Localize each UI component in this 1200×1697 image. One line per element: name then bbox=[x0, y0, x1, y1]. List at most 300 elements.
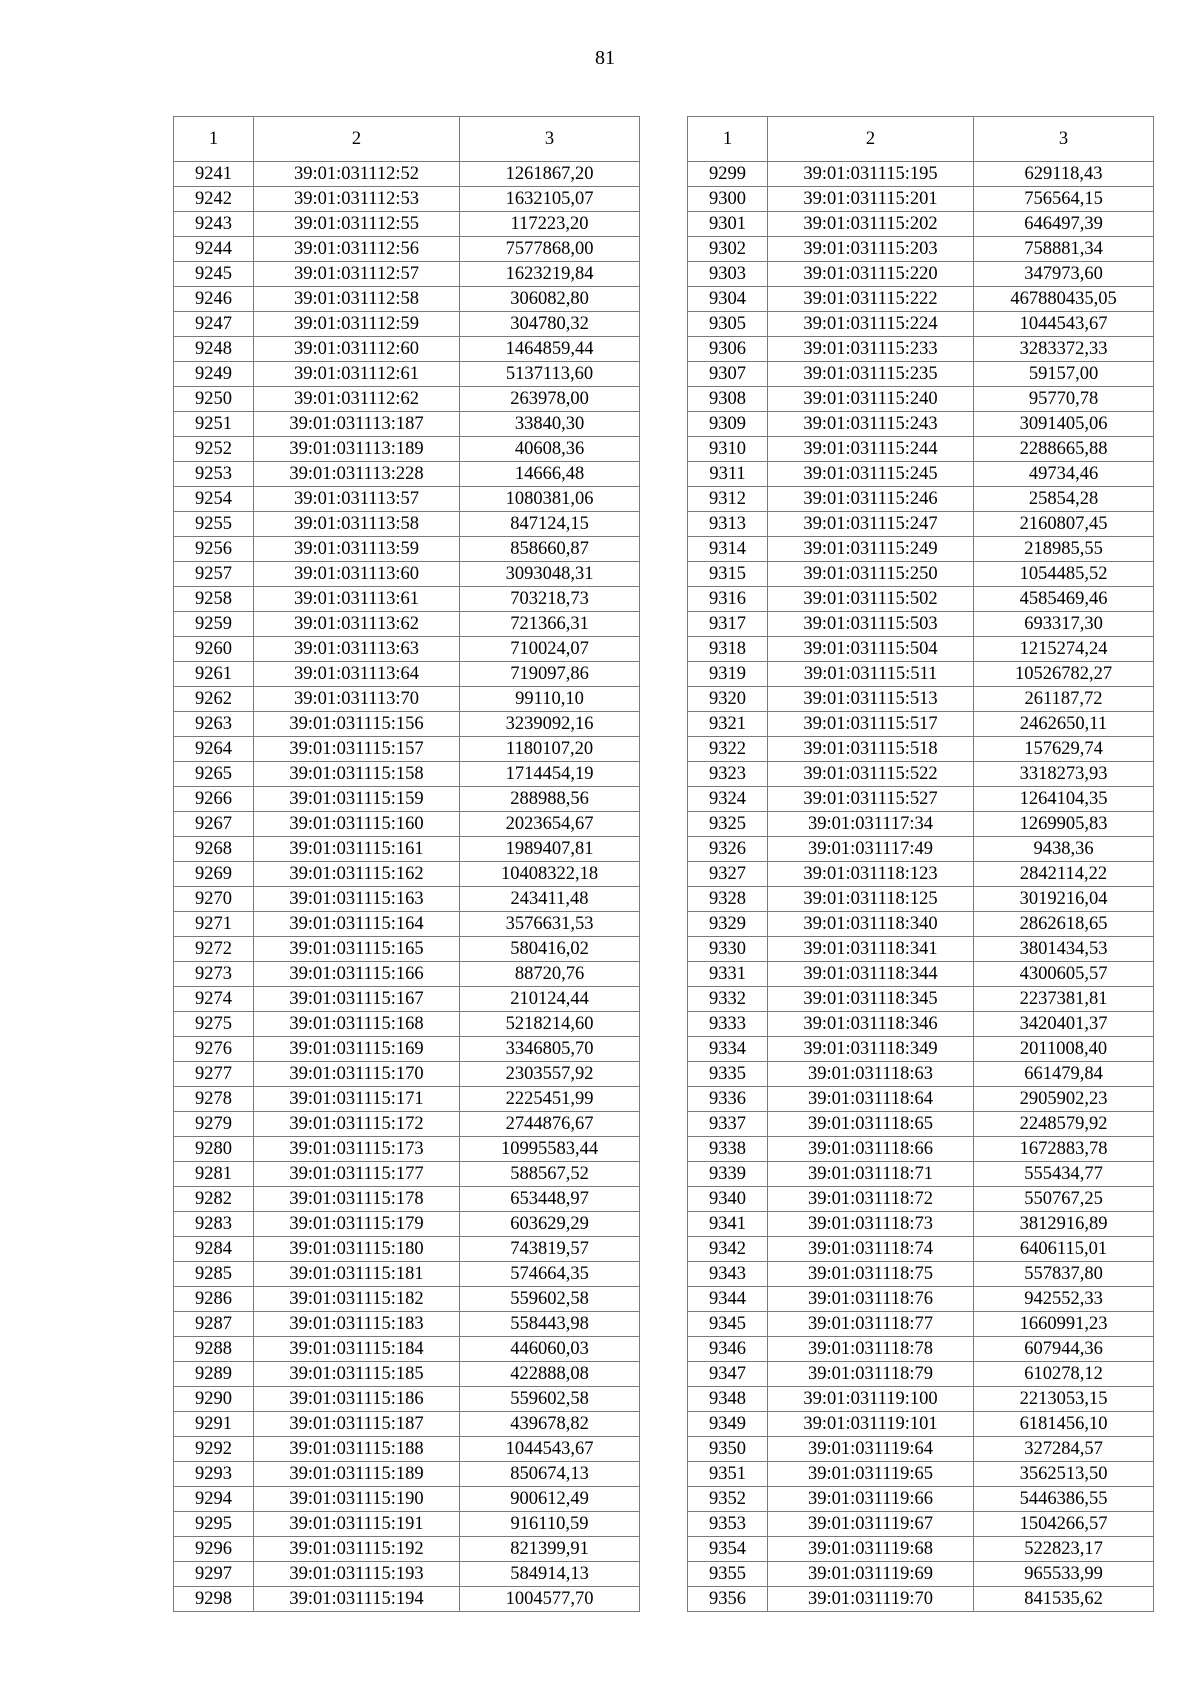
table-row bbox=[688, 387, 1154, 412]
value-cell: 2011008,40 bbox=[974, 1037, 1154, 1062]
row-number-cell: 9278 bbox=[174, 1087, 254, 1112]
cadastral-number-cell: 39:01:031112:62 bbox=[254, 387, 460, 412]
cadastral-number-cell: 39:01:031115:203 bbox=[768, 237, 974, 262]
row-number-cell: 9315 bbox=[688, 562, 768, 587]
cadastral-number-cell: 39:01:031119:69 bbox=[768, 1562, 974, 1587]
table-row bbox=[688, 1012, 1154, 1037]
row-number-cell: 9346 bbox=[688, 1337, 768, 1362]
cadastral-number-cell: 39:01:031115:168 bbox=[254, 1012, 460, 1037]
value-cell: 3239092,16 bbox=[460, 712, 640, 737]
value-cell: 841535,62 bbox=[974, 1587, 1154, 1612]
table-row bbox=[174, 837, 640, 862]
cadastral-number-cell: 39:01:031118:125 bbox=[768, 887, 974, 912]
cadastral-number-cell: 39:01:031115:518 bbox=[768, 737, 974, 762]
row-number-cell: 9287 bbox=[174, 1312, 254, 1337]
row-number-cell: 9307 bbox=[688, 362, 768, 387]
value-cell: 288988,56 bbox=[460, 787, 640, 812]
value-cell: 629118,43 bbox=[974, 162, 1154, 187]
table-row bbox=[174, 1262, 640, 1287]
cadastral-number-cell: 39:01:031113:60 bbox=[254, 562, 460, 587]
table-row bbox=[174, 362, 640, 387]
value-cell: 1044543,67 bbox=[974, 312, 1154, 337]
value-cell: 942552,33 bbox=[974, 1287, 1154, 1312]
cadastral-number-cell: 39:01:031115:222 bbox=[768, 287, 974, 312]
cadastral-number-cell: 39:01:031115:240 bbox=[768, 387, 974, 412]
row-number-cell: 9333 bbox=[688, 1012, 768, 1037]
row-number-cell: 9274 bbox=[174, 987, 254, 1012]
row-number-cell: 9271 bbox=[174, 912, 254, 937]
table-row bbox=[688, 1487, 1154, 1512]
table-left bbox=[173, 116, 640, 1612]
cadastral-number-cell: 39:01:031113:59 bbox=[254, 537, 460, 562]
table-row bbox=[688, 1337, 1154, 1362]
row-number-cell: 9252 bbox=[174, 437, 254, 462]
table-row bbox=[174, 1387, 640, 1412]
cadastral-number-cell: 39:01:031113:58 bbox=[254, 512, 460, 537]
table-row bbox=[688, 737, 1154, 762]
table-row bbox=[688, 587, 1154, 612]
table-row bbox=[688, 1512, 1154, 1537]
cadastral-number-cell: 39:01:031115:195 bbox=[768, 162, 974, 187]
cadastral-number-cell: 39:01:031115:503 bbox=[768, 612, 974, 637]
value-cell: 2462650,11 bbox=[974, 712, 1154, 737]
row-number-cell: 9263 bbox=[174, 712, 254, 737]
value-cell: 9438,36 bbox=[974, 837, 1154, 862]
value-cell: 1660991,23 bbox=[974, 1312, 1154, 1337]
value-cell: 2237381,81 bbox=[974, 987, 1154, 1012]
cadastral-number-cell: 39:01:031115:224 bbox=[768, 312, 974, 337]
cadastral-number-cell: 39:01:031115:220 bbox=[768, 262, 974, 287]
row-number-cell: 9259 bbox=[174, 612, 254, 637]
cadastral-number-cell: 39:01:031118:74 bbox=[768, 1237, 974, 1262]
value-cell: 210124,44 bbox=[460, 987, 640, 1012]
row-number-cell: 9261 bbox=[174, 662, 254, 687]
value-cell: 6406115,01 bbox=[974, 1237, 1154, 1262]
table-row bbox=[174, 1437, 640, 1462]
cadastral-number-cell: 39:01:031115:202 bbox=[768, 212, 974, 237]
value-cell: 263978,00 bbox=[460, 387, 640, 412]
value-cell: 550767,25 bbox=[974, 1187, 1154, 1212]
table-row bbox=[688, 987, 1154, 1012]
row-number-cell: 9244 bbox=[174, 237, 254, 262]
table-row bbox=[174, 1237, 640, 1262]
column-header: 1 bbox=[174, 117, 254, 162]
table-row bbox=[688, 537, 1154, 562]
value-cell: 1989407,81 bbox=[460, 837, 640, 862]
value-cell: 710024,07 bbox=[460, 637, 640, 662]
cadastral-number-cell: 39:01:031115:250 bbox=[768, 562, 974, 587]
table-row bbox=[688, 412, 1154, 437]
table-row bbox=[688, 1262, 1154, 1287]
row-number-cell: 9267 bbox=[174, 812, 254, 837]
table-row bbox=[688, 1412, 1154, 1437]
row-number-cell: 9249 bbox=[174, 362, 254, 387]
table-row bbox=[688, 1087, 1154, 1112]
value-cell: 59157,00 bbox=[974, 362, 1154, 387]
table-row bbox=[174, 512, 640, 537]
value-cell: 306082,80 bbox=[460, 287, 640, 312]
cadastral-number-cell: 39:01:031115:522 bbox=[768, 762, 974, 787]
table-row bbox=[174, 937, 640, 962]
table-row bbox=[688, 1462, 1154, 1487]
row-number-cell: 9286 bbox=[174, 1287, 254, 1312]
value-cell: 900612,49 bbox=[460, 1487, 640, 1512]
table-row bbox=[174, 1162, 640, 1187]
value-cell: 607944,36 bbox=[974, 1337, 1154, 1362]
cadastral-number-cell: 39:01:031118:345 bbox=[768, 987, 974, 1012]
table-row bbox=[174, 1212, 640, 1237]
value-cell: 5137113,60 bbox=[460, 362, 640, 387]
table-row bbox=[174, 712, 640, 737]
row-number-cell: 9304 bbox=[688, 287, 768, 312]
cadastral-number-cell: 39:01:031119:64 bbox=[768, 1437, 974, 1462]
table-row bbox=[174, 1087, 640, 1112]
table-row bbox=[174, 1187, 640, 1212]
row-number-cell: 9322 bbox=[688, 737, 768, 762]
row-number-cell: 9343 bbox=[688, 1262, 768, 1287]
value-cell: 3420401,37 bbox=[974, 1012, 1154, 1037]
cadastral-number-cell: 39:01:031115:192 bbox=[254, 1537, 460, 1562]
value-cell: 7577868,00 bbox=[460, 237, 640, 262]
cadastral-number-cell: 39:01:031115:160 bbox=[254, 812, 460, 837]
cadastral-number-cell: 39:01:031119:66 bbox=[768, 1487, 974, 1512]
row-number-cell: 9273 bbox=[174, 962, 254, 987]
cadastral-number-cell: 39:01:031112:61 bbox=[254, 362, 460, 387]
row-number-cell: 9241 bbox=[174, 162, 254, 187]
cadastral-number-cell: 39:01:031118:71 bbox=[768, 1162, 974, 1187]
value-cell: 693317,30 bbox=[974, 612, 1154, 637]
table-row bbox=[174, 237, 640, 262]
table-row bbox=[174, 1112, 640, 1137]
row-number-cell: 9310 bbox=[688, 437, 768, 462]
row-number-cell: 9341 bbox=[688, 1212, 768, 1237]
value-cell: 1714454,19 bbox=[460, 762, 640, 787]
value-cell: 10526782,27 bbox=[974, 662, 1154, 687]
table-row bbox=[174, 462, 640, 487]
table-row bbox=[688, 1437, 1154, 1462]
cadastral-number-cell: 39:01:031118:66 bbox=[768, 1137, 974, 1162]
table-row bbox=[174, 212, 640, 237]
row-number-cell: 9282 bbox=[174, 1187, 254, 1212]
table-row bbox=[174, 1587, 640, 1612]
value-cell: 2862618,65 bbox=[974, 912, 1154, 937]
value-cell: 580416,02 bbox=[460, 937, 640, 962]
value-cell: 2160807,45 bbox=[974, 512, 1154, 537]
cadastral-number-cell: 39:01:031115:171 bbox=[254, 1087, 460, 1112]
table-row bbox=[174, 787, 640, 812]
cadastral-number-cell: 39:01:031115:180 bbox=[254, 1237, 460, 1262]
value-cell: 25854,28 bbox=[974, 487, 1154, 512]
value-cell: 3318273,93 bbox=[974, 762, 1154, 787]
value-cell: 2303557,92 bbox=[460, 1062, 640, 1087]
cadastral-number-cell: 39:01:031112:59 bbox=[254, 312, 460, 337]
cadastral-number-cell: 39:01:031113:61 bbox=[254, 587, 460, 612]
value-cell: 3093048,31 bbox=[460, 562, 640, 587]
cadastral-number-cell: 39:01:031118:344 bbox=[768, 962, 974, 987]
value-cell: 756564,15 bbox=[974, 187, 1154, 212]
row-number-cell: 9293 bbox=[174, 1462, 254, 1487]
table-row bbox=[174, 562, 640, 587]
row-number-cell: 9298 bbox=[174, 1587, 254, 1612]
table-row bbox=[688, 1537, 1154, 1562]
row-number-cell: 9255 bbox=[174, 512, 254, 537]
table-row bbox=[174, 1012, 640, 1037]
table-row bbox=[174, 1137, 640, 1162]
value-cell: 422888,08 bbox=[460, 1362, 640, 1387]
value-cell: 661479,84 bbox=[974, 1062, 1154, 1087]
row-number-cell: 9335 bbox=[688, 1062, 768, 1087]
table-row bbox=[688, 1037, 1154, 1062]
cadastral-number-cell: 39:01:031118:73 bbox=[768, 1212, 974, 1237]
table-row bbox=[174, 162, 640, 187]
value-cell: 261187,72 bbox=[974, 687, 1154, 712]
table-row bbox=[174, 1487, 640, 1512]
cadastral-number-cell: 39:01:031115:194 bbox=[254, 1587, 460, 1612]
row-number-cell: 9272 bbox=[174, 937, 254, 962]
table-row bbox=[688, 1287, 1154, 1312]
value-cell: 557837,80 bbox=[974, 1262, 1154, 1287]
value-cell: 95770,78 bbox=[974, 387, 1154, 412]
row-number-cell: 9305 bbox=[688, 312, 768, 337]
table-row bbox=[688, 762, 1154, 787]
table-row bbox=[174, 1287, 640, 1312]
row-number-cell: 9320 bbox=[688, 687, 768, 712]
table-row bbox=[174, 287, 640, 312]
row-number-cell: 9291 bbox=[174, 1412, 254, 1437]
table-row bbox=[174, 587, 640, 612]
table-row bbox=[174, 737, 640, 762]
value-cell: 603629,29 bbox=[460, 1212, 640, 1237]
table-row bbox=[174, 1512, 640, 1537]
row-number-cell: 9281 bbox=[174, 1162, 254, 1187]
value-cell: 1264104,35 bbox=[974, 787, 1154, 812]
value-cell: 1054485,52 bbox=[974, 562, 1154, 587]
value-cell: 1269905,83 bbox=[974, 812, 1154, 837]
row-number-cell: 9297 bbox=[174, 1562, 254, 1587]
cadastral-number-cell: 39:01:031115:159 bbox=[254, 787, 460, 812]
cadastral-number-cell: 39:01:031113:228 bbox=[254, 462, 460, 487]
row-number-cell: 9268 bbox=[174, 837, 254, 862]
row-number-cell: 9292 bbox=[174, 1437, 254, 1462]
value-cell: 347973,60 bbox=[974, 262, 1154, 287]
row-number-cell: 9266 bbox=[174, 787, 254, 812]
value-cell: 821399,91 bbox=[460, 1537, 640, 1562]
value-cell: 916110,59 bbox=[460, 1512, 640, 1537]
cadastral-number-cell: 39:01:031118:77 bbox=[768, 1312, 974, 1337]
row-number-cell: 9325 bbox=[688, 812, 768, 837]
value-cell: 858660,87 bbox=[460, 537, 640, 562]
table-row bbox=[688, 312, 1154, 337]
table-row bbox=[688, 237, 1154, 262]
row-number-cell: 9245 bbox=[174, 262, 254, 287]
row-number-cell: 9326 bbox=[688, 837, 768, 862]
table-row bbox=[174, 637, 640, 662]
cadastral-number-cell: 39:01:031115:189 bbox=[254, 1462, 460, 1487]
table-row bbox=[174, 987, 640, 1012]
table-row bbox=[174, 1037, 640, 1062]
row-number-cell: 9313 bbox=[688, 512, 768, 537]
table-row bbox=[174, 1537, 640, 1562]
row-number-cell: 9247 bbox=[174, 312, 254, 337]
value-cell: 3812916,89 bbox=[974, 1212, 1154, 1237]
value-cell: 439678,82 bbox=[460, 1412, 640, 1437]
value-cell: 99110,10 bbox=[460, 687, 640, 712]
row-number-cell: 9351 bbox=[688, 1462, 768, 1487]
column-header: 2 bbox=[254, 117, 460, 162]
row-number-cell: 9275 bbox=[174, 1012, 254, 1037]
row-number-cell: 9338 bbox=[688, 1137, 768, 1162]
value-cell: 3576631,53 bbox=[460, 912, 640, 937]
row-number-cell: 9285 bbox=[174, 1262, 254, 1287]
cadastral-number-cell: 39:01:031118:341 bbox=[768, 937, 974, 962]
cadastral-number-cell: 39:01:031115:502 bbox=[768, 587, 974, 612]
table-row bbox=[174, 1062, 640, 1087]
row-number-cell: 9279 bbox=[174, 1112, 254, 1137]
cadastral-number-cell: 39:01:031112:55 bbox=[254, 212, 460, 237]
table-row bbox=[688, 1212, 1154, 1237]
row-number-cell: 9321 bbox=[688, 712, 768, 737]
table-row bbox=[688, 1387, 1154, 1412]
column-header: 3 bbox=[460, 117, 640, 162]
cadastral-number-cell: 39:01:031113:62 bbox=[254, 612, 460, 637]
row-number-cell: 9303 bbox=[688, 262, 768, 287]
value-cell: 304780,32 bbox=[460, 312, 640, 337]
table-row bbox=[174, 412, 640, 437]
table-row bbox=[688, 662, 1154, 687]
table-row bbox=[688, 212, 1154, 237]
row-number-cell: 9253 bbox=[174, 462, 254, 487]
cadastral-number-cell: 39:01:031115:513 bbox=[768, 687, 974, 712]
value-cell: 721366,31 bbox=[460, 612, 640, 637]
table-row bbox=[174, 687, 640, 712]
table-row bbox=[688, 1112, 1154, 1137]
table-row bbox=[174, 812, 640, 837]
table-row bbox=[174, 662, 640, 687]
value-cell: 584914,13 bbox=[460, 1562, 640, 1587]
cadastral-number-cell: 39:01:031119:70 bbox=[768, 1587, 974, 1612]
row-number-cell: 9317 bbox=[688, 612, 768, 637]
value-cell: 522823,17 bbox=[974, 1537, 1154, 1562]
cadastral-number-cell: 39:01:031115:156 bbox=[254, 712, 460, 737]
cadastral-number-cell: 39:01:031115:249 bbox=[768, 537, 974, 562]
row-number-cell: 9280 bbox=[174, 1137, 254, 1162]
cadastral-number-cell: 39:01:031118:76 bbox=[768, 1287, 974, 1312]
table-row bbox=[688, 1187, 1154, 1212]
value-cell: 4300605,57 bbox=[974, 962, 1154, 987]
row-number-cell: 9270 bbox=[174, 887, 254, 912]
value-cell: 3019216,04 bbox=[974, 887, 1154, 912]
cadastral-number-cell: 39:01:031118:72 bbox=[768, 1187, 974, 1212]
row-number-cell: 9299 bbox=[688, 162, 768, 187]
cadastral-number-cell: 39:01:031119:101 bbox=[768, 1412, 974, 1437]
cadastral-number-cell: 39:01:031118:79 bbox=[768, 1362, 974, 1387]
table-row bbox=[174, 487, 640, 512]
value-cell: 3283372,33 bbox=[974, 337, 1154, 362]
row-number-cell: 9243 bbox=[174, 212, 254, 237]
cadastral-number-cell: 39:01:031115:167 bbox=[254, 987, 460, 1012]
cadastral-number-cell: 39:01:031118:123 bbox=[768, 862, 974, 887]
cadastral-number-cell: 39:01:031115:504 bbox=[768, 637, 974, 662]
value-cell: 3801434,53 bbox=[974, 937, 1154, 962]
value-cell: 88720,76 bbox=[460, 962, 640, 987]
row-number-cell: 9283 bbox=[174, 1212, 254, 1237]
table-row bbox=[688, 337, 1154, 362]
table-right bbox=[687, 116, 1154, 1612]
row-number-cell: 9329 bbox=[688, 912, 768, 937]
cadastral-number-cell: 39:01:031112:58 bbox=[254, 287, 460, 312]
table-row bbox=[688, 262, 1154, 287]
table-row bbox=[688, 812, 1154, 837]
cadastral-number-cell: 39:01:031113:64 bbox=[254, 662, 460, 687]
table-row bbox=[174, 862, 640, 887]
row-number-cell: 9302 bbox=[688, 237, 768, 262]
row-number-cell: 9300 bbox=[688, 187, 768, 212]
cadastral-number-cell: 39:01:031119:100 bbox=[768, 1387, 974, 1412]
row-number-cell: 9336 bbox=[688, 1087, 768, 1112]
value-cell: 2213053,15 bbox=[974, 1387, 1154, 1412]
page-number: 81 bbox=[595, 47, 615, 69]
table-row bbox=[688, 562, 1154, 587]
cadastral-number-cell: 39:01:031118:75 bbox=[768, 1262, 974, 1287]
value-cell: 1504266,57 bbox=[974, 1512, 1154, 1537]
row-number-cell: 9318 bbox=[688, 637, 768, 662]
table-row bbox=[688, 862, 1154, 887]
column-header: 1 bbox=[688, 117, 768, 162]
cadastral-number-cell: 39:01:031115:233 bbox=[768, 337, 974, 362]
value-cell: 719097,86 bbox=[460, 662, 640, 687]
value-cell: 446060,03 bbox=[460, 1337, 640, 1362]
table-row bbox=[174, 962, 640, 987]
table-row bbox=[174, 537, 640, 562]
table-row bbox=[688, 437, 1154, 462]
cadastral-number-cell: 39:01:031119:68 bbox=[768, 1537, 974, 1562]
value-cell: 2288665,88 bbox=[974, 437, 1154, 462]
row-number-cell: 9314 bbox=[688, 537, 768, 562]
value-cell: 646497,39 bbox=[974, 212, 1154, 237]
cadastral-number-cell: 39:01:031113:63 bbox=[254, 637, 460, 662]
value-cell: 3562513,50 bbox=[974, 1462, 1154, 1487]
value-cell: 2248579,92 bbox=[974, 1112, 1154, 1137]
row-number-cell: 9256 bbox=[174, 537, 254, 562]
row-number-cell: 9289 bbox=[174, 1362, 254, 1387]
cadastral-number-cell: 39:01:031113:57 bbox=[254, 487, 460, 512]
value-cell: 4585469,46 bbox=[974, 587, 1154, 612]
cadastral-number-cell: 39:01:031115:247 bbox=[768, 512, 974, 537]
value-cell: 559602,58 bbox=[460, 1287, 640, 1312]
value-cell: 2905902,23 bbox=[974, 1087, 1154, 1112]
row-number-cell: 9269 bbox=[174, 862, 254, 887]
row-number-cell: 9248 bbox=[174, 337, 254, 362]
value-cell: 555434,77 bbox=[974, 1162, 1154, 1187]
table-row bbox=[174, 312, 640, 337]
row-number-cell: 9294 bbox=[174, 1487, 254, 1512]
cadastral-number-cell: 39:01:031115:162 bbox=[254, 862, 460, 887]
table-row bbox=[174, 1412, 640, 1437]
table-row bbox=[174, 262, 640, 287]
row-number-cell: 9284 bbox=[174, 1237, 254, 1262]
row-number-cell: 9246 bbox=[174, 287, 254, 312]
cadastral-number-cell: 39:01:031112:56 bbox=[254, 237, 460, 262]
row-number-cell: 9327 bbox=[688, 862, 768, 887]
cadastral-number-cell: 39:01:031113:189 bbox=[254, 437, 460, 462]
table-row bbox=[688, 1562, 1154, 1587]
cadastral-number-cell: 39:01:031115:182 bbox=[254, 1287, 460, 1312]
cadastral-number-cell: 39:01:031115:181 bbox=[254, 1262, 460, 1287]
cadastral-number-cell: 39:01:031115:186 bbox=[254, 1387, 460, 1412]
table-row bbox=[688, 787, 1154, 812]
cadastral-number-cell: 39:01:031115:173 bbox=[254, 1137, 460, 1162]
cadastral-number-cell: 39:01:031115:191 bbox=[254, 1512, 460, 1537]
